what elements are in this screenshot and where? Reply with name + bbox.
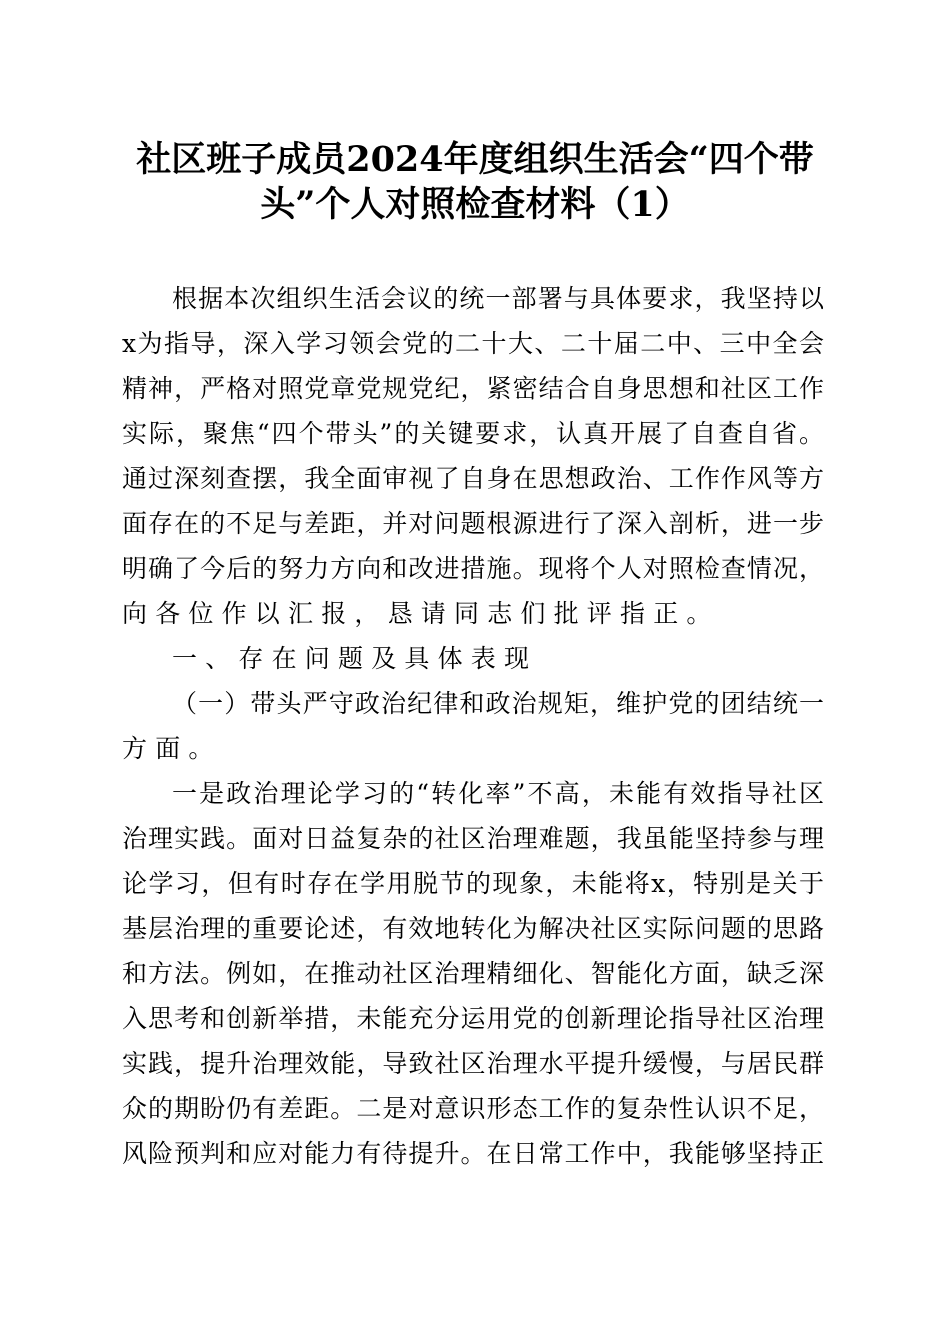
text-line: 入思考和创新举措，未能充分运用党的创新理论指导社区治理 bbox=[122, 1004, 824, 1033]
text-line: 基层治理的重要论述，有效地转化为解决社区实际问题的思路 bbox=[122, 914, 824, 943]
document-title bbox=[0, 137, 950, 227]
paragraph bbox=[122, 681, 824, 771]
text-line: 治理实践。面对日益复杂的社区治理难题，我虽能坚持参与理 bbox=[122, 824, 824, 853]
text-line: 实际，聚焦“四个带头”的关键要求，认真开展了自查自省。 bbox=[122, 419, 824, 448]
text-line: 精神，严格对照党章党规党纪，紧密结合自身思想和社区工作 bbox=[122, 374, 824, 403]
text-line: 一、存在问题及具体表现 bbox=[172, 644, 538, 673]
text-line: （一）带头严守政治纪律和政治规矩，维护党的团结统一 bbox=[172, 689, 824, 718]
text-line: x为指导，深入学习领会党的二十大、二十届二中、三中全会 bbox=[122, 329, 824, 358]
text-line: 根据本次组织生活会议的统一部署与具体要求，我坚持以 bbox=[172, 284, 824, 313]
text-line: 众的期盼仍有差距。二是对意识形态工作的复杂性认识不足， bbox=[122, 1094, 824, 1123]
text-line: 实践，提升治理效能，导致社区治理水平提升缓慢，与居民群 bbox=[122, 1049, 824, 1078]
text-line: 风险预判和应对能力有待提升。在日常工作中，我能够坚持正 bbox=[122, 1139, 824, 1168]
section-heading bbox=[122, 636, 824, 681]
text-line: 明确了今后的努力方向和改进措施。现将个人对照检查情况， bbox=[122, 554, 824, 583]
title-line: 头”个人对照检查材料（1） bbox=[260, 184, 690, 225]
paragraph bbox=[122, 276, 824, 636]
text-line: 向各位作以汇报，恳请同志们批评指正。 bbox=[122, 599, 720, 628]
text-line: 面存在的不足与差距，并对问题根源进行了深入剖析，进一步 bbox=[122, 509, 824, 538]
text-line: 论学习，但有时存在学用脱节的现象，未能将x，特别是关于 bbox=[122, 869, 824, 898]
text-line: 一是政治理论学习的“转化率”不高，未能有效指导社区 bbox=[172, 779, 824, 808]
title-line: 社区班子成员2024年度组织生活会“四个带 bbox=[136, 139, 814, 180]
text-line: 和方法。例如，在推动社区治理精细化、智能化方面，缺乏深 bbox=[122, 959, 824, 988]
document-body bbox=[122, 276, 824, 1176]
paragraph bbox=[122, 771, 824, 1176]
text-line: 通过深刻查摆，我全面审视了自身在思想政治、工作作风等方 bbox=[122, 464, 824, 493]
text-line: 方面。 bbox=[122, 734, 222, 763]
